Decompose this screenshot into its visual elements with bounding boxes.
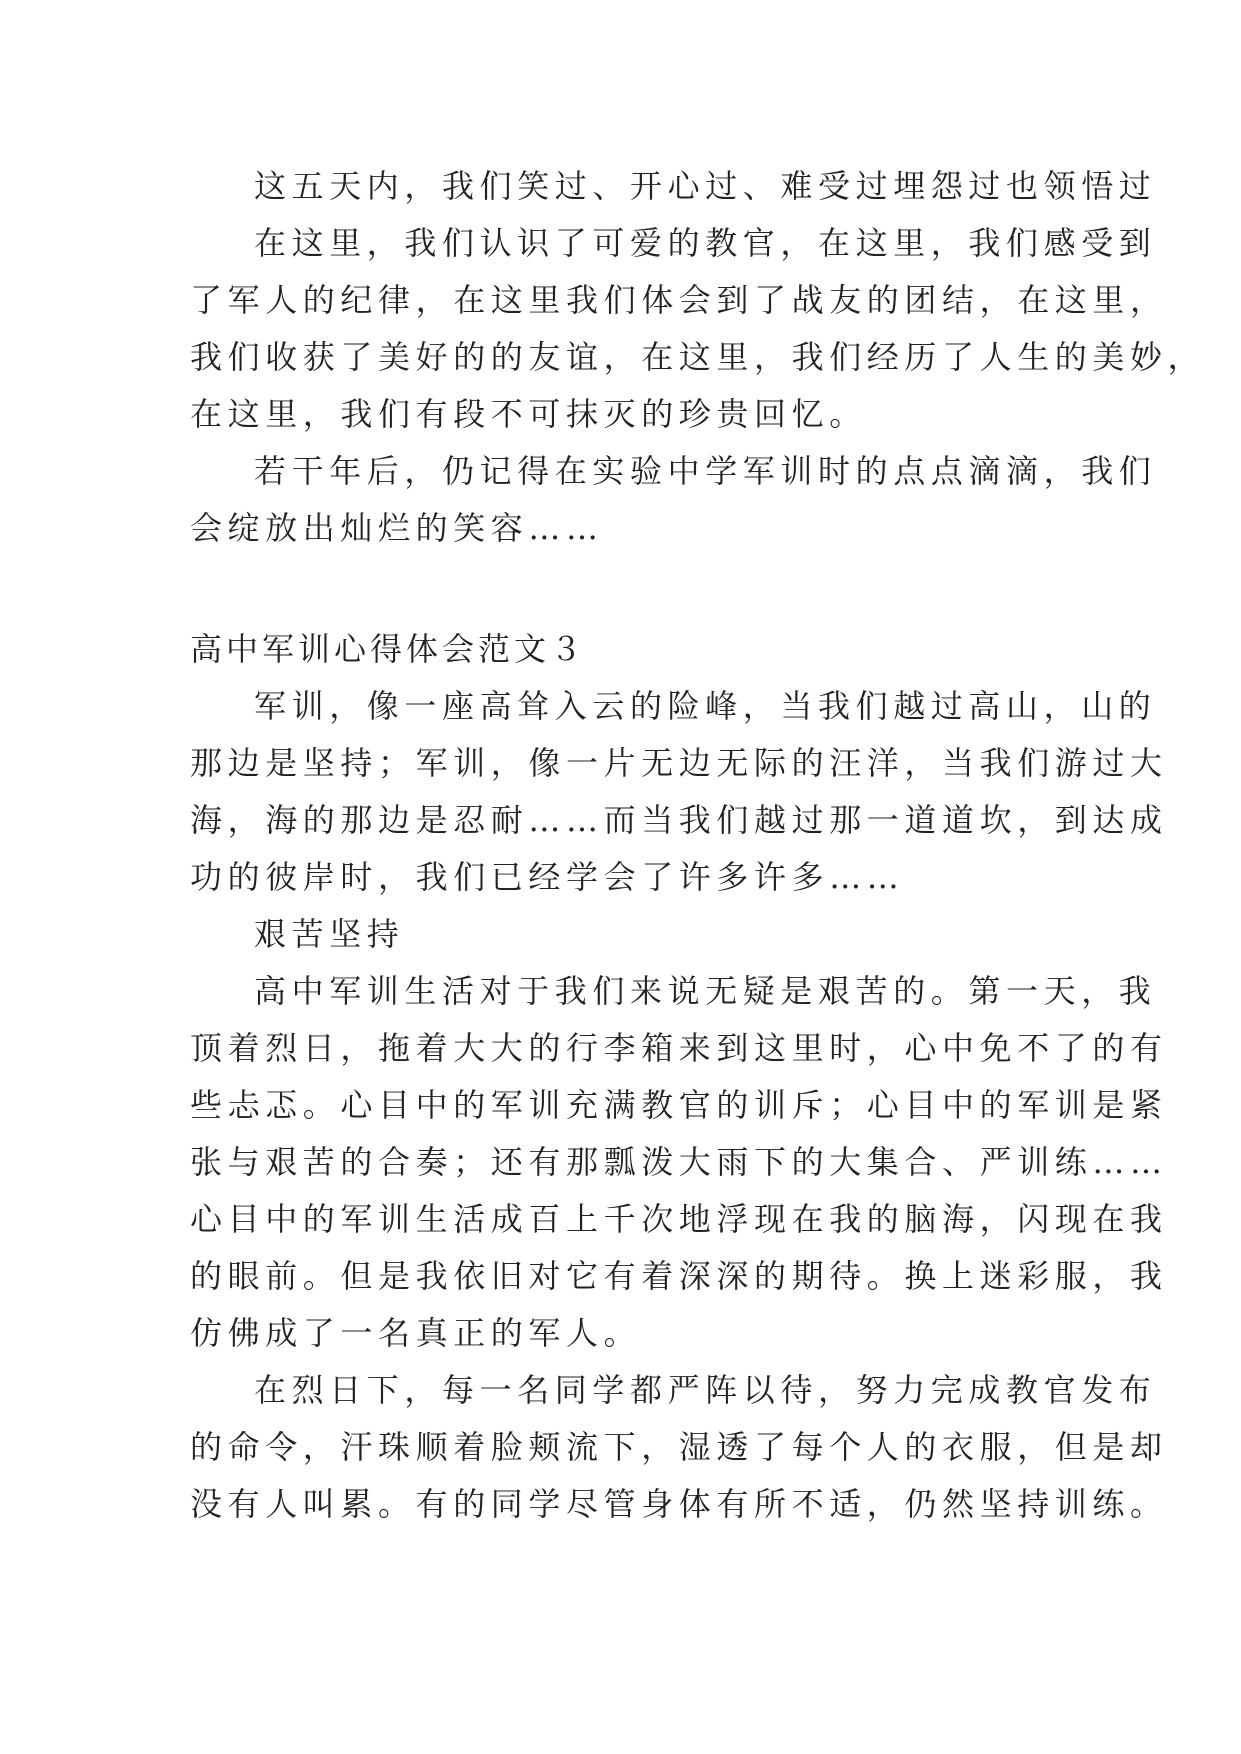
subheading: 艰苦坚持 xyxy=(254,915,405,953)
paragraph-line: 高中军训生活对于我们来说无疑是艰苦的。第一天，我 xyxy=(254,972,1157,1010)
paragraph-line: 没有人叫累。有的同学尽管身体有所不适，仍然坚持训练。 xyxy=(190,1485,1168,1523)
paragraph-line: 在这里，我们认识了可爱的教官，在这里，我们感受到 xyxy=(254,224,1157,262)
paragraph-line: 海，海的那边是忍耐……而当我们越过那一道道坎，到达成 xyxy=(190,801,1168,839)
paragraph-line: 若干年后，仍记得在实验中学军训时的点点滴滴，我们 xyxy=(254,452,1157,490)
paragraph-line: 在烈日下，每一名同学都严阵以待，努力完成教官发布 xyxy=(254,1371,1157,1409)
paragraph-line: 这五天内，我们笑过、开心过、难受过埋怨过也领悟过 xyxy=(254,167,1157,205)
paragraph-line: 仿佛成了一名真正的军人。 xyxy=(190,1314,642,1352)
paragraph-line: 那边是坚持；军训，像一片无边无际的汪洋，当我们游过大 xyxy=(190,744,1168,782)
paragraph-line: 军训，像一座高耸入云的险峰，当我们越过高山，山的 xyxy=(254,687,1157,725)
paragraph-line: 的命令，汗珠顺着脸颊流下，湿透了每个人的衣服，但是却 xyxy=(190,1428,1168,1466)
section-heading: 高中军训心得体会范文３ xyxy=(190,630,587,668)
paragraph-line: 些忐忑。心目中的军训充满教官的训斥；心目中的军训是紧 xyxy=(190,1086,1168,1124)
paragraph-line: 我们收获了美好的的友谊，在这里，我们经历了人生的美妙， xyxy=(190,338,1206,376)
paragraph-line: 顶着烈日，拖着大大的行李箱来到这里时，心中免不了的有 xyxy=(190,1029,1168,1067)
paragraph-line: 了军人的纪律，在这里我们体会到了战友的团结，在这里， xyxy=(190,281,1168,319)
paragraph-line: 在这里，我们有段不可抹灭的珍贵回忆。 xyxy=(190,395,867,433)
paragraph-line: 心目中的军训生活成百上千次地浮现在我的脑海，闪现在我 xyxy=(190,1200,1168,1238)
paragraph-line: 会绽放出灿烂的笑容…… xyxy=(190,509,604,547)
paragraph-line: 张与艰苦的合奏；还有那瓢泼大雨下的大集合、严训练…… xyxy=(190,1143,1168,1181)
paragraph-line: 功的彼岸时，我们已经学会了许多许多…… xyxy=(190,858,905,896)
paragraph-line: 的眼前。但是我依旧对它有着深深的期待。换上迷彩服，我 xyxy=(190,1257,1168,1295)
